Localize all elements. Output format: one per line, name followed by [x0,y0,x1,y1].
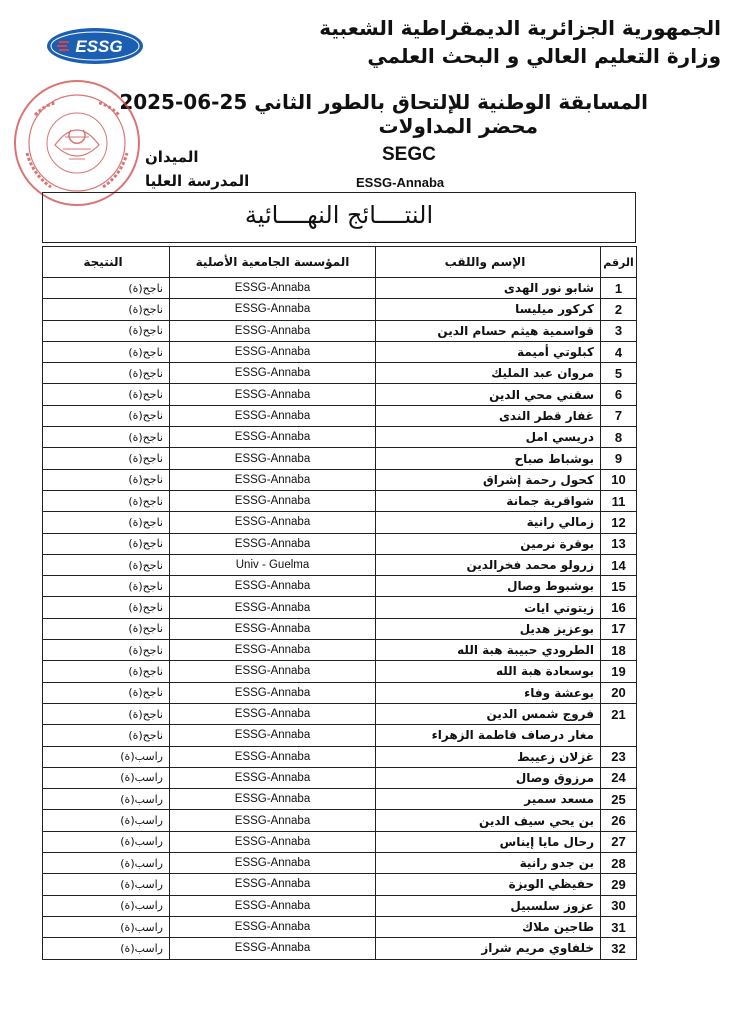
number-cell: 7 [601,405,637,426]
result-cell: راسب(ة) [43,853,170,874]
institution-cell: ESSG-Annaba [170,597,376,618]
name-cell: بوقرة نرمين [376,533,601,554]
result-cell: ناجح(ة) [43,469,170,490]
result-cell: ناجح(ة) [43,363,170,384]
field-value: SEGC [382,144,436,165]
result-cell: راسب(ة) [43,767,170,788]
table-row [43,831,637,852]
table-row [43,618,637,639]
ministry-title: وزارة التعليم العالي و البحث العلمي [367,44,721,68]
table-row [43,341,637,362]
logo-text: ESSG [75,37,123,56]
institution-cell: ESSG-Annaba [170,341,376,362]
number-cell: 5 [601,363,637,384]
result-cell: ناجح(ة) [43,405,170,426]
institution-cell: ESSG-Annaba [170,490,376,511]
header-name: الإسم واللقب [376,247,601,278]
table-row [43,554,637,575]
result-cell: راسب(ة) [43,810,170,831]
result-cell: ناجح(ة) [43,576,170,597]
table-row [43,384,637,405]
table-row [43,640,637,661]
name-cell: طاجين ملاك [376,916,601,937]
institution-cell: ESSG-Annaba [170,746,376,767]
number-cell: 25 [601,789,637,810]
number-cell: 28 [601,853,637,874]
result-cell: ناجح(ة) [43,725,170,746]
header-institution: المؤسسة الجامعية الأصلية [170,247,376,278]
results-table [42,246,637,960]
name-cell: بوشباط صباح [376,448,601,469]
name-cell: فروج شمس الدين [376,703,601,724]
republic-title: الجمهورية الجزائرية الديمقراطية الشعبية [319,16,721,40]
table-row [43,661,637,682]
institution-cell: ESSG-Annaba [170,661,376,682]
school-value: ESSG-Annaba [356,175,445,190]
result-cell: راسب(ة) [43,895,170,916]
number-cell: 14 [601,554,637,575]
name-cell: بن يحي سيف الدين [376,810,601,831]
number-cell: 18 [601,640,637,661]
institution-cell: ESSG-Annaba [170,469,376,490]
name-cell: بوشبوط وصال [376,576,601,597]
name-cell: كركور ميليسا [376,299,601,320]
table-row [43,448,637,469]
institution-cell: ESSG-Annaba [170,874,376,895]
number-cell: 26 [601,810,637,831]
number-cell: 21 [601,703,637,724]
name-cell: غزلان زعيبط [376,746,601,767]
table-row [43,916,637,937]
name-cell: مسعد سمير [376,789,601,810]
name-cell: شواقرية جمانة [376,490,601,511]
name-cell: زمالي رانية [376,512,601,533]
institution-cell: ESSG-Annaba [170,810,376,831]
institution-cell: ESSG-Annaba [170,405,376,426]
institution-cell: ESSG-Annaba [170,703,376,724]
institution-cell: ESSG-Annaba [170,682,376,703]
result-cell: ناجح(ة) [43,341,170,362]
name-cell: حفيظي الويزة [376,874,601,895]
table-row [43,469,637,490]
result-cell: ناجح(ة) [43,597,170,618]
institution-cell: ESSG-Annaba [170,533,376,554]
name-cell: مروان عبد المليك [376,363,601,384]
institution-cell: ESSG-Annaba [170,278,376,299]
result-cell: راسب(ة) [43,789,170,810]
number-cell: 23 [601,746,637,767]
result-cell: ناجح(ة) [43,278,170,299]
number-cell: 29 [601,874,637,895]
number-cell: 27 [601,831,637,852]
name-cell: سقني محي الدين [376,384,601,405]
results-title: النتــــائج النهــــائية [244,201,434,229]
name-cell: كحول رحمة إشراق [376,469,601,490]
name-cell: عزوز سلسبيل [376,895,601,916]
institution-cell: ESSG-Annaba [170,320,376,341]
table-row [43,789,637,810]
name-cell: بوسعادة هبة الله [376,661,601,682]
result-cell: ناجح(ة) [43,448,170,469]
number-cell: 3 [601,320,637,341]
result-cell: ناجح(ة) [43,682,170,703]
name-cell: بوعزيز هديل [376,618,601,639]
institution-cell: ESSG-Annaba [170,789,376,810]
table-row [43,853,637,874]
institution-cell: ESSG-Annaba [170,895,376,916]
result-cell: ناجح(ة) [43,299,170,320]
table-row [43,278,637,299]
institution-cell: ESSG-Annaba [170,512,376,533]
table-row [43,810,637,831]
number-cell: 17 [601,618,637,639]
result-cell: راسب(ة) [43,916,170,937]
institution-cell: ESSG-Annaba [170,831,376,852]
header-result: النتيجة [43,247,170,278]
essg-logo [45,26,145,66]
number-cell: 15 [601,576,637,597]
name-cell: بن جدو رانية [376,853,601,874]
table-row [43,597,637,618]
number-cell: 8 [601,427,637,448]
number-cell: 16 [601,597,637,618]
result-cell: ناجح(ة) [43,661,170,682]
number-cell: 32 [601,938,637,959]
table-row [43,576,637,597]
number-cell: 11 [601,490,637,511]
number-cell: 24 [601,767,637,788]
number-cell: 4 [601,341,637,362]
table-row [43,490,637,511]
result-cell: ناجح(ة) [43,384,170,405]
result-cell: راسب(ة) [43,831,170,852]
name-cell: زيتوني ايات [376,597,601,618]
table-row [43,895,637,916]
result-cell: ناجح(ة) [43,703,170,724]
school-label: المدرسة العليا [145,172,250,190]
field-label: الميدان [145,148,199,166]
institution-cell: ESSG-Annaba [170,640,376,661]
number-cell: 19 [601,661,637,682]
number-cell: 1 [601,278,637,299]
table-row [43,725,637,746]
table-row [43,767,637,788]
institution-cell: ESSG-Annaba [170,363,376,384]
table-row [43,299,637,320]
number-cell: 9 [601,448,637,469]
table-row [43,512,637,533]
table-row [43,363,637,384]
minutes-title: محضر المداولات [378,114,538,138]
institution-cell: ESSG-Annaba [170,576,376,597]
official-stamp [5,75,155,210]
institution-cell: ESSG-Annaba [170,618,376,639]
number-cell: 12 [601,512,637,533]
number-cell: 30 [601,895,637,916]
result-cell: ناجح(ة) [43,554,170,575]
result-cell: راسب(ة) [43,938,170,959]
institution-cell: ESSG-Annaba [170,767,376,788]
result-cell: راسب(ة) [43,874,170,895]
name-cell: قواسمية هيثم حسام الدين [376,320,601,341]
name-cell: خلفاوي مريم شراز [376,938,601,959]
result-cell: ناجح(ة) [43,640,170,661]
institution-cell: ESSG-Annaba [170,299,376,320]
number-cell: 2 [601,299,637,320]
institution-cell: ESSG-Annaba [170,916,376,937]
institution-cell: ESSG-Annaba [170,853,376,874]
result-cell: ناجح(ة) [43,490,170,511]
table-row [43,427,637,448]
institution-cell: Univ - Guelma [170,554,376,575]
name-cell: شابو نور الهدى [376,278,601,299]
result-cell: ناجح(ة) [43,320,170,341]
name-cell: كبلوتي أميمة [376,341,601,362]
results-title-box [42,192,636,243]
table-header-row [43,247,637,278]
name-cell: مرزوق وصال [376,767,601,788]
number-cell [601,725,637,746]
table-row [43,405,637,426]
number-cell: 13 [601,533,637,554]
result-cell: ناجح(ة) [43,512,170,533]
name-cell: الطرودي حبيبة هبة الله [376,640,601,661]
table-row [43,320,637,341]
name-cell: رحال مايا إيناس [376,831,601,852]
result-cell: ناجح(ة) [43,427,170,448]
table-row [43,682,637,703]
table-row [43,938,637,959]
number-cell: 6 [601,384,637,405]
number-cell: 31 [601,916,637,937]
name-cell: بوعشة وفاء [376,682,601,703]
table-row [43,533,637,554]
header-number: الرقم [601,247,637,278]
number-cell: 20 [601,682,637,703]
name-cell: مغار درصاف فاطمة الزهراء [376,725,601,746]
result-cell: ناجح(ة) [43,533,170,554]
institution-cell: ESSG-Annaba [170,938,376,959]
institution-cell: ESSG-Annaba [170,448,376,469]
number-cell: 10 [601,469,637,490]
table-row [43,746,637,767]
result-cell: راسب(ة) [43,746,170,767]
name-cell: زرولو محمد فخرالدين [376,554,601,575]
institution-cell: ESSG-Annaba [170,725,376,746]
name-cell: دريسي امل [376,427,601,448]
table-row [43,874,637,895]
table-row [43,703,637,724]
institution-cell: ESSG-Annaba [170,427,376,448]
result-cell: ناجح(ة) [43,618,170,639]
institution-cell: ESSG-Annaba [170,384,376,405]
contest-title: المسابقة الوطنية للإلتحاق بالطور الثاني 25-06-2025 [119,90,648,114]
name-cell: غفار قطر الندى [376,405,601,426]
